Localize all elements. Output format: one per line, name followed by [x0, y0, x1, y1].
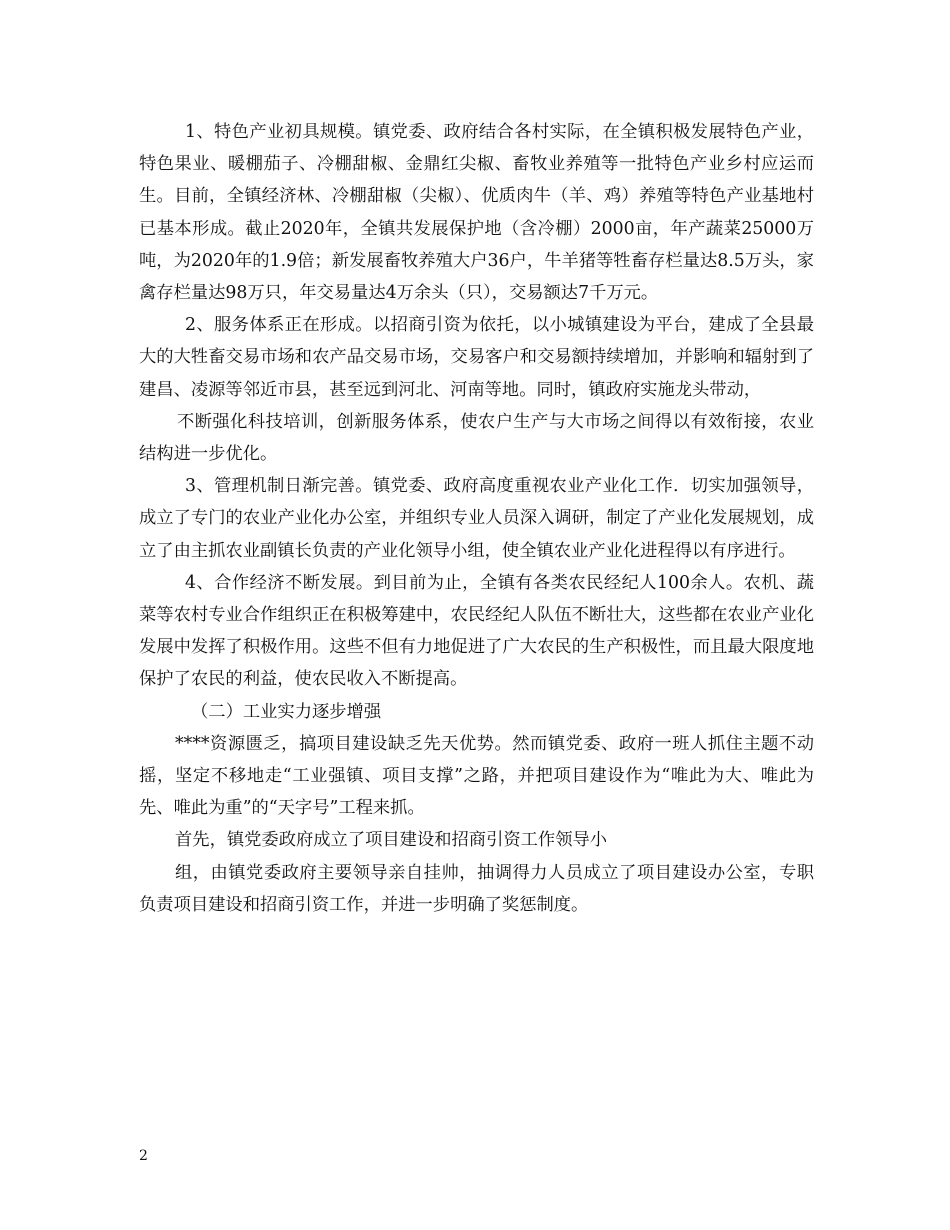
paragraph-resources: ****资源匮乏，搞项目建设缺乏先天优势。然而镇党委、政府一班人抓住主题不动摇，坚定不移地走“工业强镇、项目支撑”之路，并把项目建设作为“唯此为大、唯此为先、唯此为重”的“天字号”工程来抓。	[139, 733, 814, 819]
paragraph-specialty-industry: 1、特色产业初具规模。镇党委、政府结合各村实际，在全镇积极发展特色产业，特色果业、暖棚茄子、冷棚甜椒、金鼎红尖椒、畜牧业养殖等一批特色产业乡村应运而生。目前，全镇经济林、冷棚甜椒（尖椒）、优质肉牛（羊、鸡）养殖等特色产业基地村已基本形成。截止2020年，全镇共发展保护地（含冷棚）2000亩，年产蔬菜25000万吨，为2020年的1.9倍；新发展畜牧养殖大户36户，牛羊猪等牲畜存栏量达8.5万头，家禽存栏量达98万只，年交易量达4万余头（只），交易额达7千万元。	[139, 122, 814, 304]
paragraph-first-step: 首先，镇党委政府成立了项目建设和招商引资工作领导小	[175, 830, 608, 851]
section-heading-industry: （二）工业实力逐步增强	[191, 701, 382, 722]
paragraph-tech-training: 不断强化科技培训，创新服务体系，使农户生产与大市场之间得以有效衔接，农业结构进一步优化。	[139, 411, 814, 465]
paragraph-management-mechanism: 3、管理机制日渐完善。镇党委、政府高度重视农业产业化工作．切实加强领导，成立了专门的农业产业化办公室，并组织专业人员深入调研，制定了产业化发展规划，成立了由主抓农业副镇长负责的产业化领导小组，使全镇农业产业化进程得以有序进行。	[139, 476, 814, 561]
paragraph-leadership-group: 组，由镇党委政府主要领导亲自挂帅，抽调得力人员成立了项目建设办公室，专职负责项目建设和招商引资工作，并进一步明确了奖惩制度。	[139, 862, 814, 915]
page-number: 2	[139, 1148, 148, 1164]
paragraph-cooperative-economy: 4、合作经济不断发展。到目前为止，全镇有各类农民经纪人100余人。农机、蔬菜等农村专业合作组织正在积极筹建中，农民经纪人队伍不断壮大，这些都在农业产业化发展中发挥了积极作用。这些不但有力地促进了广大农民的生产积极性，而且最大限度地保护了农民的利益，使农民收入不断提高。	[139, 572, 814, 690]
document-body	[139, 116, 814, 921]
paragraph-service-system: 2、服务体系正在形成。以招商引资为依托，以小城镇建设为平台，建成了全县最大的大牲畜交易市场和农产品交易市场，交易客户和交易额持续增加，并影响和辐射到了建昌、凌源等邻近市县，甚至远到河北、河南等地。同时，镇政府实施龙头带动，	[139, 315, 814, 400]
